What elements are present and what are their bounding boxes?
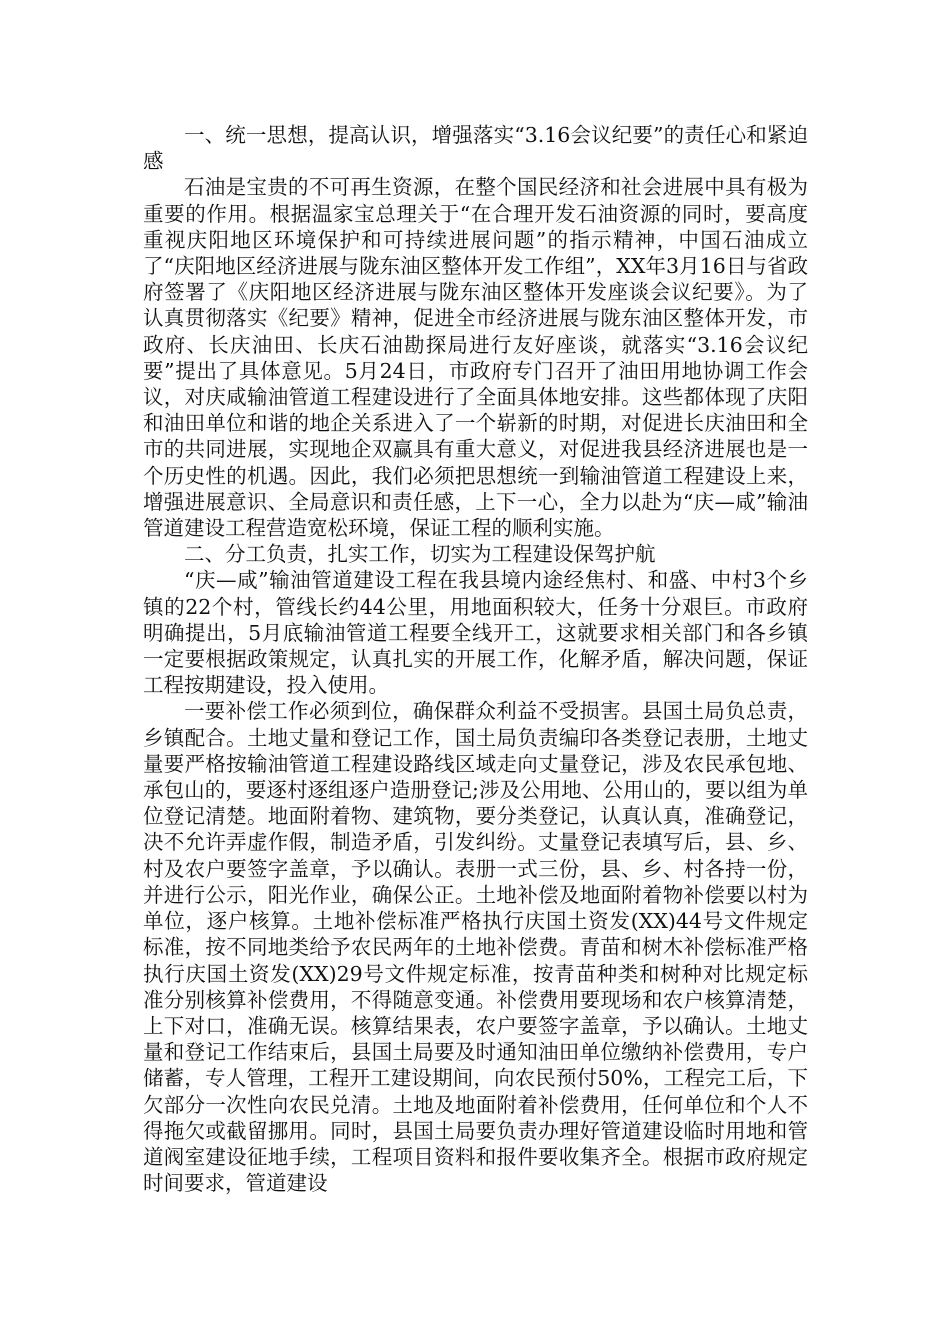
body-paragraph-1: 石油是宝贵的不可再生资源，在整个国民经济和社会进展中具有极为重要的作用。根据温家宝总理关于“在合理开发石油资源的同时，要高度重视庆阳地区环境保护和可持续进展问题”的指示精神，中国石油成立了“庆阳地区经济进展与陇东油区整体开发工作组”，XX年3月16日与省政府签署了《庆阳地区经济进展与陇东油区整体开发座谈会议纪要》。为了认真贯彻落实《纪要》精神，促进全市经济进展与陇东油区整体开发，市政府、长庆油田、长庆石油勘探局进行友好座谈，就落实“3.16会议纪要”提出了具体意见。5月24日，市政府专门召开了油田用地协调工作会议，对庆咸输油管道工程建设进行了全面具体地安排。这些都体现了庆阳和油田单位和谐的地企关系进入了一个崭新的时期，对促进长庆油田和全市的共同进展，实现地企双赢具有重大意义，对促进我县经济进展也是一个历史性的机遇。因此，我们必须把思想统一到输油管道工程建设上来，增强进展意识、全局意识和责任感，上下一心，全力以赴为“庆—咸”输油管道建设工程营造宽松环境，保证工程的顺利实施。: [143, 175, 808, 541]
section-heading-2: 二、分工负责，扎实工作，切实为工程建设保驾护航: [184, 542, 656, 567]
body-paragraph-2: “庆—咸”输油管道建设工程在我县境内途经焦村、和盛、中村3个乡镇的22个村，管线长约44公里，用地面积较大，任务十分艰巨。市政府明确提出，5月底输油管道工程要全线开工，这就要求相关部门和各乡镇一定要根据政策规定，认真扎实的开展工作，化解矛盾，解决问题，保证工程按期建设，投入使用。: [143, 568, 808, 698]
body-paragraph-3: 一要补偿工作必须到位，确保群众利益不受损害。县国土局负总责，乡镇配合。土地丈量和登记工作，国土局负责编印各类登记表册，土地丈量要严格按输油管道工程建设路线区域走向丈量登记，涉及农民承包地、承包山的，要逐村逐组逐户造册登记;涉及公用地、公用山的，要以组为单位登记清楚。地面附着物、建筑物，要分类登记，认真认真，准确登记，决不允许弄虚作假，制造矛盾，引发纠纷。丈量登记表填写后，县、乡、村及农户要签字盖章，予以确认。表册一式三份，县、乡、村各持一份，并进行公示，阳光作业，确保公正。土地补偿及地面附着物补偿要以村为单位，逐户核算。土地补偿标准严格执行庆国土资发(XX)44号文件规定标准，按不同地类给予农民两年的土地补偿费。青苗和树木补偿标准严格执行庆国土资发(XX)29号文件规定标准，按青苗种类和树种对比规定标准分别核算补偿费用，不得随意变通。补偿费用要现场和农户核算清楚，上下对口，准确无误。核算结果表，农户要签字盖章，予以确认。土地丈量和登记工作结束后，县国土局要及时通知油田单位缴纳补偿费用，专户储蓄，专人管理，工程开工建设期间，向农民预付50%，工程完工后，下欠部分一次性向农民兑清。土地及地面附着补偿费用，任何单位和个人不得拖欠或截留挪用。同时，县国土局要负责办理好管道建设临时用地和管道阀室建设征地手续，工程项目资料和报件要收集齐全。根据市政府规定时间要求，管道建设: [143, 699, 808, 1196]
document-body: [143, 122, 808, 1196]
section-heading-1: 一、统一思想，提高认识，增强落实“3.16会议纪要”的责任心和紧迫感: [143, 123, 808, 174]
